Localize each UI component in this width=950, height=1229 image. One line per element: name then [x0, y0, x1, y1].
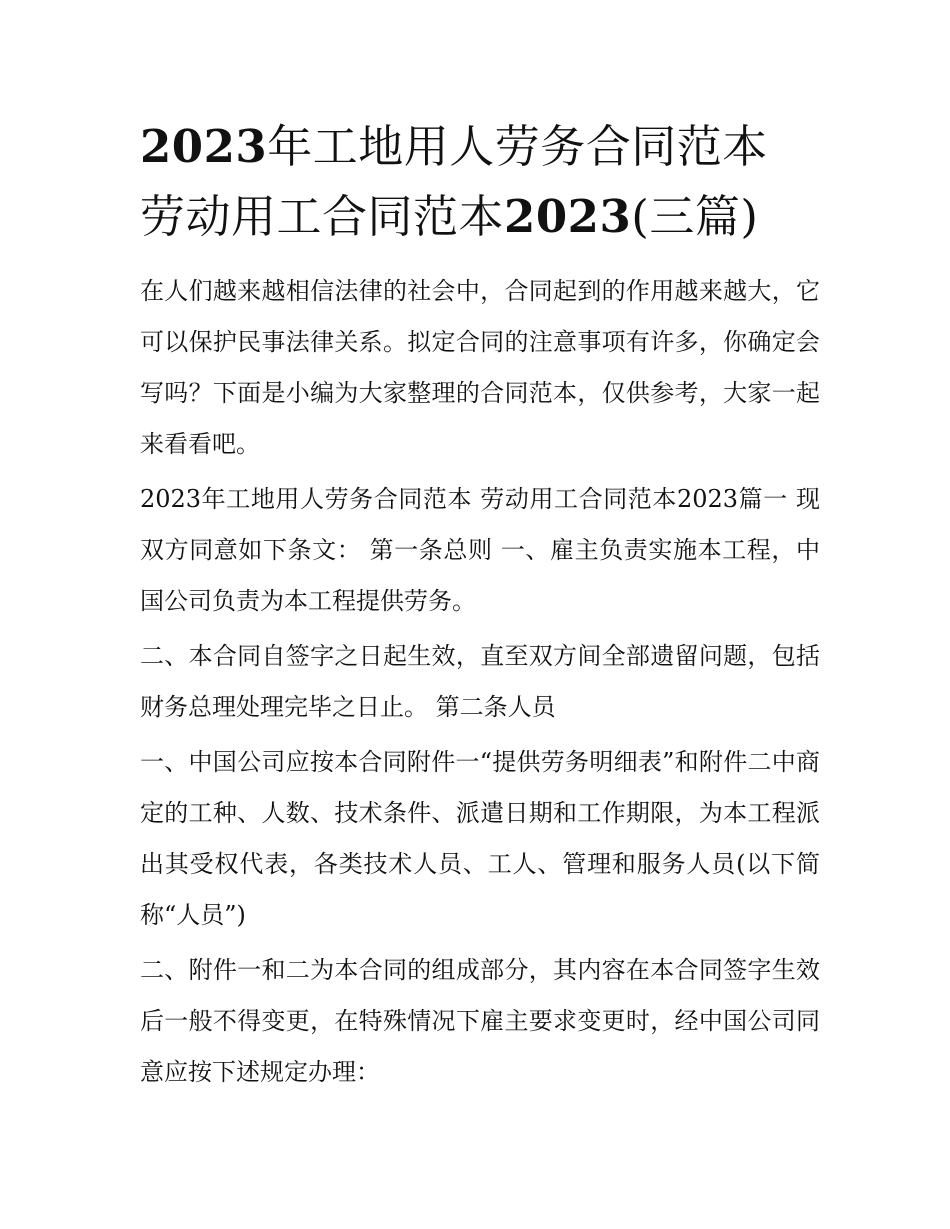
- paragraph-intro: 在人们越来越相信法律的社会中，合同起到的作用越来越大，它可以保护民事法律关系。拟定合同的注意事项有许多，你确定会写吗？下面是小编为大家整理的合同范本，仅供参考，大家一起来看看吧。: [140, 277, 820, 458]
- title-text-1: 年工地用人劳务合同范本: [267, 120, 768, 173]
- document-page: [140, 112, 820, 1102]
- paragraph-personnel-2: 二、附件一和二为本合同的组成部分，其内容在本合同签字生效后一般不得变更，在特殊情况下雇主要求变更时，经中国公司同意应按下述规定办理：: [140, 956, 820, 1086]
- document-title: [140, 112, 820, 252]
- paragraph-personnel-1: 一、中国公司应按本合同附件一“提供劳务明细表”和附件二中商定的工种、人数、技术条件、派遣日期和工作期限，为本工程派出其受权代表，各类技术人员、工人、管理和服务人员(以下简称“人员”): [140, 748, 820, 929]
- paragraph-article-1: 2023年工地用人劳务合同范本 劳动用工合同范本2023篇一 现双方同意如下条文： 第一条总则 一、雇主负责实施本工程，中国公司负责为本工程提供劳务。: [140, 485, 820, 615]
- title-tail: (三篇): [631, 190, 759, 243]
- title-year-2: 2023: [504, 190, 632, 243]
- title-line-2: [140, 182, 820, 252]
- title-year: 2023: [140, 120, 268, 173]
- title-line-1: [140, 112, 820, 182]
- title-text-2: 劳动用工合同范本: [140, 190, 505, 243]
- paragraph-clause-2: 二、本合同自签字之日起生效，直至双方间全部遗留问题，包括财务总理处理完毕之日止。 第二条人员: [140, 642, 820, 721]
